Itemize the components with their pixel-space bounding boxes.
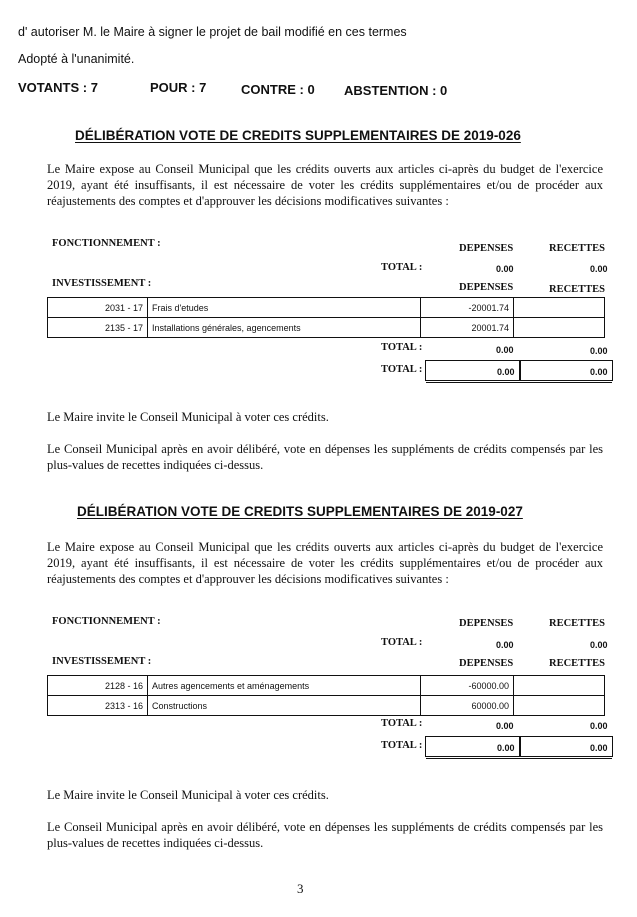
row-recettes — [514, 318, 605, 338]
invest-total-recettes: 0.00 — [590, 721, 608, 731]
depenses-header: DEPENSES — [459, 618, 514, 629]
table-row — [48, 298, 605, 318]
vote-votants: VOTANTS : 7 — [18, 80, 98, 95]
recettes-header: RECETTES — [549, 284, 606, 295]
investissement-label: INVESTISSEMENT : — [52, 278, 152, 289]
account-code: 2128 - 16 — [48, 676, 148, 696]
invest-total-recettes: 0.00 — [590, 346, 608, 356]
account-label: Installations générales, agencements — [148, 318, 421, 338]
row-depenses: -20001.74 — [421, 298, 514, 318]
row-recettes — [514, 696, 605, 716]
deliberation-title: DÉLIBÉRATION VOTE DE CREDITS SUPPLEMENTAIRES DE 2019-026 — [75, 128, 521, 143]
account-label: Constructions — [148, 696, 421, 716]
total-label: TOTAL : — [381, 637, 423, 648]
fonct-total-recettes: 0.00 — [590, 640, 608, 650]
vote-pour: POUR : 7 — [150, 80, 207, 95]
vote-abstention: ABSTENTION : 0 — [344, 83, 448, 98]
deliberation-title: DÉLIBÉRATION VOTE DE CREDITS SUPPLEMENTAIRES DE 2019-027 — [77, 504, 523, 519]
table-row — [48, 696, 605, 716]
depenses-header: DEPENSES — [459, 658, 514, 669]
page-number: 3 — [297, 881, 304, 896]
recettes-header: RECETTES — [549, 243, 606, 254]
deliberation-paragraph: Le Maire expose au Conseil Municipal que les crédits ouverts aux articles ci-après du budget de l'exercice 2019, ayant été insuffisants, il est nécessaire de voter les crédits supplémentaires et/ou de procéder aux réajustements des comptes et d'approuver les décisions modificatives suivantes : — [47, 540, 603, 586]
row-recettes — [514, 676, 605, 696]
invest-total-depenses: 0.00 — [496, 345, 514, 355]
grand-total-depenses: 0.00 — [497, 743, 515, 753]
depenses-header: DEPENSES — [459, 282, 514, 293]
account-code: 2135 - 17 — [48, 318, 148, 338]
row-depenses: 60000.00 — [421, 696, 514, 716]
recettes-header: RECETTES — [549, 618, 606, 629]
grand-total-label: TOTAL : — [381, 364, 423, 375]
table-row — [48, 318, 605, 338]
grand-total-depenses: 0.00 — [497, 367, 515, 377]
conclusion-text: Le Conseil Municipal après en avoir délibéré, vote en dépenses les suppléments de crédits compensés par les plus-values de recettes indiquées ci-dessus. — [47, 442, 603, 472]
account-code: 2031 - 17 — [48, 298, 148, 318]
account-code: 2313 - 16 — [48, 696, 148, 716]
fonct-total-recettes: 0.00 — [590, 264, 608, 274]
depenses-header: DEPENSES — [459, 243, 514, 254]
table-row — [48, 676, 605, 696]
credits-table — [47, 675, 605, 716]
grand-total-recettes: 0.00 — [590, 743, 608, 753]
fonct-total-depenses: 0.00 — [496, 640, 514, 650]
conclusion-text: Le Conseil Municipal après en avoir délibéré, vote en dépenses les suppléments de crédits compensés par les plus-values de recettes indiquées ci-dessus. — [47, 820, 603, 850]
intro-line-2: Adopté à l'unanimité. — [18, 52, 135, 66]
total-label: TOTAL : — [381, 262, 423, 273]
fonctionnement-label: FONCTIONNEMENT : — [52, 616, 161, 627]
invest-total-label: TOTAL : — [381, 718, 423, 729]
intro-line-1: d' autoriser M. le Maire à signer le projet de bail modifié en ces termes — [18, 25, 407, 39]
grand-total-label: TOTAL : — [381, 740, 423, 751]
invite-text: Le Maire invite le Conseil Municipal à voter ces crédits. — [47, 788, 329, 802]
vote-contre: CONTRE : 0 — [241, 82, 315, 97]
credits-table — [47, 297, 605, 338]
row-recettes — [514, 298, 605, 318]
fonct-total-depenses: 0.00 — [496, 264, 514, 274]
investissement-label: INVESTISSEMENT : — [52, 656, 152, 667]
recettes-header: RECETTES — [549, 658, 606, 669]
account-label: Frais d'etudes — [148, 298, 421, 318]
invest-total-label: TOTAL : — [381, 342, 423, 353]
row-depenses: 20001.74 — [421, 318, 514, 338]
fonctionnement-label: FONCTIONNEMENT : — [52, 238, 161, 249]
invite-text: Le Maire invite le Conseil Municipal à voter ces crédits. — [47, 410, 329, 424]
invest-total-depenses: 0.00 — [496, 721, 514, 731]
row-depenses: -60000.00 — [421, 676, 514, 696]
deliberation-paragraph: Le Maire expose au Conseil Municipal que les crédits ouverts aux articles ci-après du budget de l'exercice 2019, ayant été insuffisants, il est nécessaire de voter les crédits supplémentaires et/ou de procéder aux réajustements des comptes et d'approuver les décisions modificatives suivantes : — [47, 162, 603, 208]
account-label: Autres agencements et aménagements — [148, 676, 421, 696]
grand-total-recettes: 0.00 — [590, 367, 608, 377]
